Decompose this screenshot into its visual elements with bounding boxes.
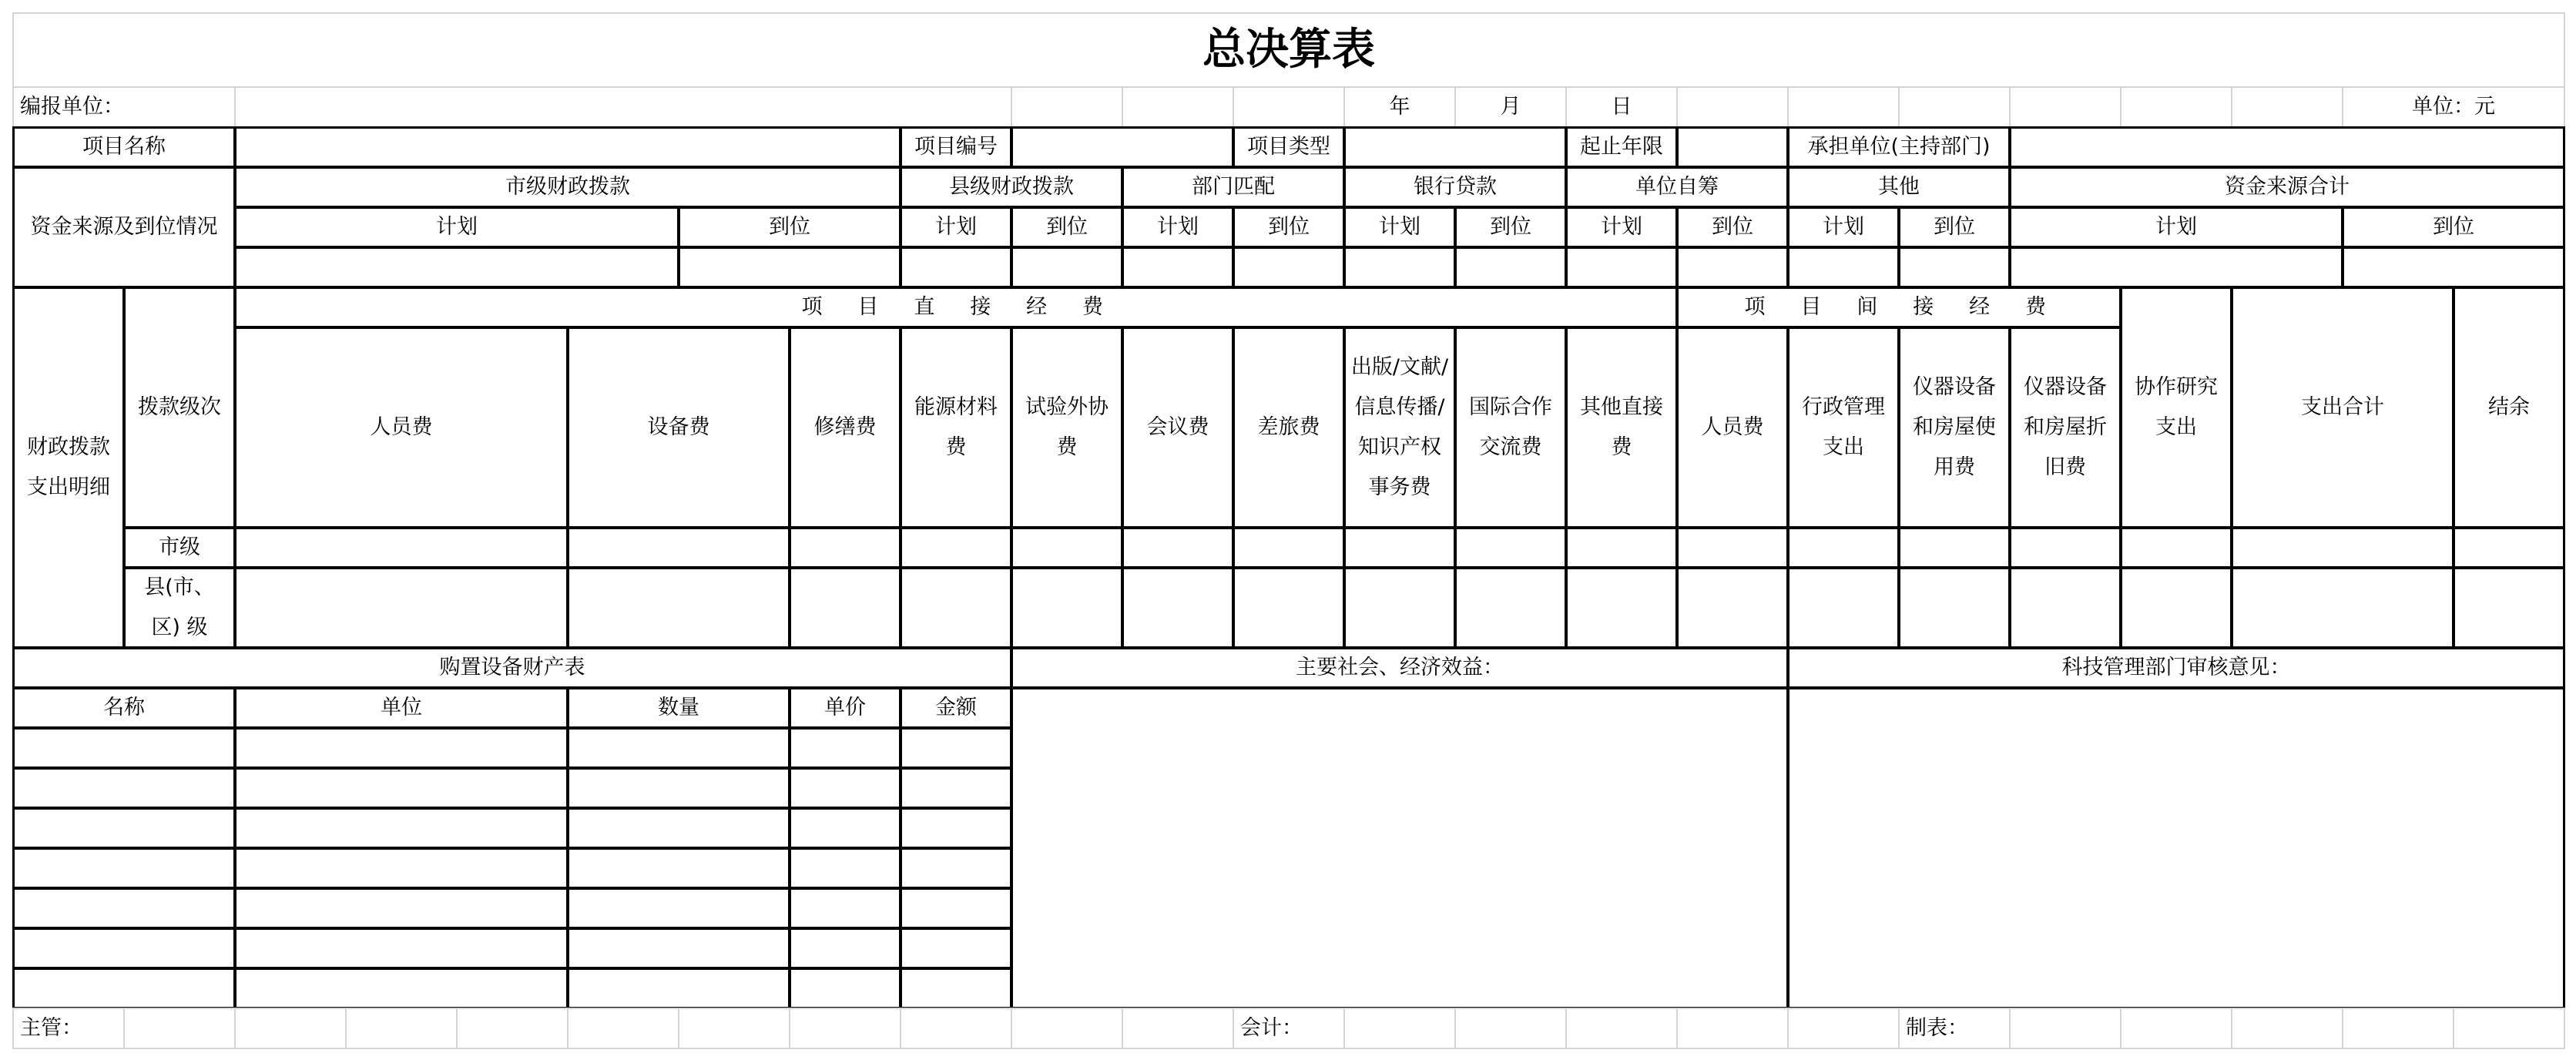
info-blank-cell [1233, 86, 1345, 128]
expense-amount-field[interactable] [1787, 567, 1900, 649]
period-label-text: 起止年限 [1580, 135, 1663, 159]
funding-source-header-text: 银行贷款 [1414, 175, 1497, 199]
review-header-text: 科技管理部门审核意见： [2061, 656, 2291, 679]
expense-amount-field[interactable] [567, 527, 790, 569]
equipment-cell[interactable] [789, 847, 901, 889]
total-expenditure-header-text: 支出合计 [2301, 395, 2384, 419]
equipment-cell[interactable] [900, 807, 1012, 849]
funding-source-header [900, 166, 1123, 208]
equipment-column-header-text: 单价 [824, 696, 866, 720]
equipment-cell[interactable] [234, 847, 569, 889]
expense-amount-field[interactable] [234, 527, 569, 569]
indirect-expense-column-header [1787, 327, 1900, 528]
expense-amount-field[interactable] [900, 527, 1012, 569]
project-name-field[interactable] [234, 126, 901, 168]
direct-expense-column-header-text: 出版/文献/信息传播/知识产权事务费 [1350, 355, 1449, 499]
indirect-expense-column-header-text: 人员费 [1701, 415, 1764, 439]
funding-actual-header-text: 到位 [1490, 215, 1531, 239]
funding-actual-field[interactable] [2342, 247, 2565, 288]
funding-source-header-text: 单位自筹 [1635, 175, 1719, 199]
signature-blank-cell [2453, 1008, 2565, 1049]
direct-expense-column-header-text: 会议费 [1146, 415, 1209, 439]
funding-plan-field[interactable] [1122, 247, 1234, 288]
signature-blank-cell [2009, 1008, 2122, 1049]
signature-blank-cell [2231, 1008, 2343, 1049]
funding-actual-header [1011, 206, 1123, 248]
expense-amount-field[interactable] [1343, 567, 1456, 649]
project-no-field[interactable] [1011, 126, 1234, 168]
equipment-cell[interactable] [234, 968, 569, 1009]
page-title [12, 12, 2565, 88]
funding-plan-header [1343, 206, 1456, 248]
page-title-text: 总决算表 [1202, 25, 1375, 75]
signature-blank-cell [1343, 1008, 1456, 1049]
equipment-cell[interactable] [234, 727, 569, 769]
signature-blank-cell [900, 1008, 1012, 1049]
indirect-expense-column-header-text: 行政管理支出 [1802, 395, 1885, 459]
equipment-cell[interactable] [567, 928, 790, 969]
expense-amount-field[interactable] [1454, 527, 1567, 569]
direct-expense-column-header [1565, 327, 1678, 528]
period-label [1565, 126, 1678, 168]
signature-blank-cell [123, 1008, 236, 1049]
funding-source-header [1122, 166, 1345, 208]
indirect-expense-column-header-text: 仪器设备和房屋使用费 [1913, 375, 1996, 479]
funding-plan-header-text: 计划 [2155, 215, 2197, 239]
equipment-cell[interactable] [234, 887, 569, 929]
equipment-cell[interactable] [900, 968, 1012, 1009]
funding-source-header-text: 县级财政拨款 [949, 175, 1074, 199]
signature-blank-cell [1122, 1008, 1234, 1049]
expense-amount-field[interactable] [900, 567, 1012, 649]
accountant-label-text: 会计： [1240, 1016, 1303, 1040]
reporting-unit-label-text: 编报单位： [20, 95, 124, 119]
funding-plan-field[interactable] [1343, 247, 1456, 288]
funding-actual-header-text: 到位 [2433, 215, 2474, 239]
signature-blank-cell [456, 1008, 569, 1049]
currency-unit-label [2342, 86, 2565, 128]
funding-actual-header [678, 206, 901, 248]
equipment-column-header-text: 金额 [935, 696, 977, 720]
funding-source-header-text: 资金来源合计 [2225, 175, 2350, 199]
info-blank-cell [2231, 86, 2343, 128]
equipment-cell[interactable] [900, 928, 1012, 969]
indirect-expense-header-text: 项 目 间 接 经 费 [1744, 295, 2054, 319]
direct-expense-column-header [789, 327, 901, 528]
equipment-cell[interactable] [567, 968, 790, 1009]
equipment-cell[interactable] [12, 727, 236, 769]
expense-amount-field[interactable] [1122, 567, 1234, 649]
direct-expense-column-header [1011, 327, 1123, 528]
equipment-cell[interactable] [900, 887, 1012, 929]
expense-amount-field[interactable] [234, 567, 569, 649]
funding-plan-field[interactable] [2009, 247, 2343, 288]
equipment-column-header [12, 687, 236, 729]
signature-blank-cell [1565, 1008, 1678, 1049]
review-header [1787, 647, 2565, 689]
equipment-cell[interactable] [900, 767, 1012, 809]
equipment-column-header-text: 数量 [658, 696, 699, 720]
expense-amount-field[interactable] [567, 567, 790, 649]
signature-blank-cell [789, 1008, 901, 1049]
equipment-column-header [900, 687, 1012, 729]
level-city-text: 市级 [159, 535, 200, 559]
funding-actual-header [1233, 206, 1345, 248]
info-blank-cell [1011, 86, 1123, 128]
funding-actual-field[interactable] [1233, 247, 1345, 288]
direct-expense-column-header [900, 327, 1012, 528]
reporting-unit-label [12, 86, 236, 128]
currency-unit-label-text: 单位：元 [2412, 95, 2495, 119]
funding-actual-header [2342, 206, 2565, 248]
equipment-cell[interactable] [12, 767, 236, 809]
funding-plan-field[interactable] [234, 247, 679, 288]
funding-actual-field[interactable] [678, 247, 901, 288]
signature-blank-cell [2342, 1008, 2454, 1049]
funding-plan-field[interactable] [1787, 247, 1900, 288]
indirect-expense-column-header [2009, 327, 2122, 528]
cooperative-research-header-text: 协作研究支出 [2135, 375, 2218, 439]
expense-amount-field[interactable] [1565, 567, 1678, 649]
funding-actual-header [1454, 206, 1567, 248]
signature-blank-cell [1676, 1008, 1789, 1049]
benefits-header-text: 主要社会、经济效益： [1296, 656, 1504, 679]
expense-amount-field[interactable] [1898, 527, 2011, 569]
signature-blank-cell [234, 1008, 347, 1049]
expense-amount-field[interactable] [1898, 567, 2011, 649]
equipment-column-header [234, 687, 569, 729]
project-type-label-text: 项目类型 [1247, 135, 1330, 159]
supervisor-label [12, 1008, 125, 1049]
supervisor-label-text: 主管： [20, 1016, 82, 1040]
expense-amount-field[interactable] [1011, 527, 1123, 569]
expense-amount-field[interactable] [789, 527, 901, 569]
funding-actual-field[interactable] [1011, 247, 1123, 288]
signature-blank-cell [1787, 1008, 1900, 1049]
equipment-column-header [789, 687, 901, 729]
direct-expense-column-header-text: 国际合作交流费 [1469, 395, 1552, 459]
expense-amount-field[interactable] [1676, 527, 1789, 569]
expense-amount-field[interactable] [789, 567, 901, 649]
year-label [1343, 86, 1456, 128]
funding-plan-field[interactable] [1565, 247, 1678, 288]
direct-expense-column-header [1454, 327, 1567, 528]
level-header [123, 287, 236, 528]
equipment-cell[interactable] [900, 727, 1012, 769]
total-expenditure-header [2231, 287, 2454, 528]
equipment-cell[interactable] [234, 807, 569, 849]
equipment-cell[interactable] [12, 968, 236, 1009]
funding-plan-header-text: 计划 [935, 215, 977, 239]
direct-expense-column-header [234, 327, 569, 528]
direct-expense-column-header-text: 差旅费 [1257, 415, 1320, 439]
equipment-cell[interactable] [234, 928, 569, 969]
indirect-expense-column-header [1898, 327, 2011, 528]
benefits-textarea[interactable] [1011, 687, 1789, 1009]
direct-expense-column-header-text: 人员费 [370, 415, 433, 439]
funding-actual-header-text: 到位 [1268, 215, 1310, 239]
info-blank-cell [1787, 86, 1900, 128]
expense-amount-field[interactable] [2453, 567, 2565, 649]
expense-amount-field[interactable] [2453, 527, 2565, 569]
expense-amount-field[interactable] [1343, 527, 1456, 569]
funding-plan-header-text: 计划 [1823, 215, 1864, 239]
direct-expense-header-text: 项 目 直 接 经 费 [801, 295, 1111, 319]
equipment-cell[interactable] [567, 727, 790, 769]
funding-plan-header [900, 206, 1012, 248]
equipment-column-header-text: 单位 [381, 696, 422, 720]
project-type-label [1233, 126, 1345, 168]
month-label [1454, 86, 1567, 128]
expense-amount-field[interactable] [2231, 527, 2454, 569]
level-county-text: 县(市、区) 级 [144, 575, 215, 639]
funding-source-header [2009, 166, 2565, 208]
signature-blank-cell [2120, 1008, 2232, 1049]
equipment-column-header-text: 名称 [103, 696, 145, 720]
funding-plan-header-text: 计划 [436, 215, 478, 239]
funding-source-header-text: 部门匹配 [1192, 175, 1275, 199]
info-blank-cell [1676, 86, 1789, 128]
indirect-expense-header [1676, 287, 2122, 328]
funding-plan-header [1565, 206, 1678, 248]
expense-amount-field[interactable] [1454, 567, 1567, 649]
level-header-text: 拨款级次 [138, 395, 221, 419]
equipment-cell[interactable] [789, 807, 901, 849]
direct-expense-column-header-text: 其他直接费 [1580, 395, 1663, 459]
expense-amount-field[interactable] [1011, 567, 1123, 649]
equipment-cell[interactable] [567, 767, 790, 809]
project-no-label-text: 项目编号 [914, 135, 998, 159]
equipment-cell[interactable] [789, 968, 901, 1009]
signature-blank-cell [1011, 1008, 1123, 1049]
expense-amount-field[interactable] [2120, 527, 2232, 569]
signature-blank-cell [567, 1008, 679, 1049]
project-type-field[interactable] [1343, 126, 1567, 168]
review-textarea[interactable] [1787, 687, 2565, 1009]
equipment-cell[interactable] [789, 887, 901, 929]
reporting-unit-field[interactable] [234, 86, 1012, 128]
funding-plan-field[interactable] [900, 247, 1012, 288]
level-county [123, 567, 236, 649]
funding-plan-header [234, 206, 679, 248]
equipment-cell[interactable] [789, 727, 901, 769]
expense-amount-field[interactable] [2009, 567, 2122, 649]
funding-actual-header-text: 到位 [769, 215, 810, 239]
indirect-expense-column-header-text: 仪器设备和房屋折旧费 [2024, 375, 2107, 479]
signature-blank-cell [345, 1008, 458, 1049]
equipment-cell[interactable] [12, 928, 236, 969]
equipment-cell[interactable] [567, 847, 790, 889]
info-blank-cell [1122, 86, 1234, 128]
accountant-label [1233, 1008, 1345, 1049]
funding-actual-header-text: 到位 [1046, 215, 1088, 239]
equipment-column-header [567, 687, 790, 729]
funding-actual-header [1676, 206, 1789, 248]
direct-expense-column-header [567, 327, 790, 528]
equipment-cell[interactable] [567, 807, 790, 849]
funding-source-header-text: 市级财政拨款 [505, 175, 630, 199]
balance-header-text: 结余 [2488, 395, 2530, 419]
funding-actual-field[interactable] [1454, 247, 1567, 288]
funding-plan-header [2009, 206, 2343, 248]
expense-amount-field[interactable] [2231, 567, 2454, 649]
signature-blank-cell [678, 1008, 790, 1049]
funding-source-header-text: 其他 [1878, 175, 1920, 199]
funding-source-header [234, 166, 901, 208]
equipment-cell[interactable] [12, 887, 236, 929]
expense-amount-field[interactable] [1565, 527, 1678, 569]
expense-amount-field[interactable] [1233, 527, 1345, 569]
cooperative-research-header [2120, 287, 2232, 528]
equipment-cell[interactable] [567, 887, 790, 929]
expense-amount-field[interactable] [2120, 567, 2232, 649]
funding-source-header [1343, 166, 1567, 208]
funding-plan-header [1122, 206, 1234, 248]
direct-expense-column-header [1343, 327, 1456, 528]
project-name-label [12, 126, 236, 168]
equipment-cell[interactable] [12, 847, 236, 889]
direct-expense-header [234, 287, 1678, 328]
direct-expense-column-header-text: 修缮费 [813, 415, 877, 439]
preparer-label [1898, 1008, 2011, 1049]
funding-actual-field[interactable] [1676, 247, 1789, 288]
funding-section-label-text: 资金来源及到位情况 [30, 215, 218, 239]
undertaker-field[interactable] [2009, 126, 2565, 168]
funding-source-header [1565, 166, 1789, 208]
equipment-table-header [12, 647, 1012, 689]
signature-blank-cell [1454, 1008, 1567, 1049]
expense-amount-field[interactable] [1787, 527, 1900, 569]
day-label [1565, 86, 1678, 128]
expense-amount-field[interactable] [1122, 527, 1234, 569]
indirect-expense-column-header [1676, 327, 1789, 528]
funding-actual-header [1898, 206, 2011, 248]
month-label-text: 月 [1500, 95, 1521, 119]
equipment-cell[interactable] [789, 767, 901, 809]
direct-expense-column-header [1233, 327, 1345, 528]
funding-section-label [12, 166, 236, 288]
expense-amount-field[interactable] [1233, 567, 1345, 649]
funding-actual-header-text: 到位 [1934, 215, 1975, 239]
expenditure-section-label [12, 287, 125, 649]
project-no-label [900, 126, 1012, 168]
expense-amount-field[interactable] [1676, 567, 1789, 649]
info-blank-cell [1898, 86, 2011, 128]
level-city [123, 527, 236, 569]
balance-header [2453, 287, 2565, 528]
equipment-cell[interactable] [234, 767, 569, 809]
funding-plan-header-text: 计划 [1601, 215, 1642, 239]
project-name-label-text: 项目名称 [82, 135, 166, 159]
year-label-text: 年 [1389, 95, 1410, 119]
direct-expense-column-header-text: 能源材料费 [914, 395, 998, 459]
equipment-cell[interactable] [789, 928, 901, 969]
direct-expense-column-header-text: 设备费 [647, 415, 710, 439]
expense-amount-field[interactable] [2009, 527, 2122, 569]
info-blank-cell [2009, 86, 2122, 128]
expenditure-section-label-text: 财政拨款支出明细 [27, 435, 110, 499]
day-label-text: 日 [1611, 95, 1632, 119]
funding-actual-field[interactable] [1898, 247, 2011, 288]
funding-plan-header [1787, 206, 1900, 248]
undertaker-label [1787, 126, 2011, 168]
info-blank-cell [2120, 86, 2232, 128]
funding-plan-header-text: 计划 [1157, 215, 1199, 239]
equipment-cell[interactable] [12, 807, 236, 849]
funding-source-header [1787, 166, 2011, 208]
benefits-header [1011, 647, 1789, 689]
direct-expense-column-header-text: 试验外协费 [1025, 395, 1109, 459]
period-field[interactable] [1676, 126, 1789, 168]
undertaker-label-text: 承担单位(主持部门) [1807, 135, 1991, 159]
preparer-label-text: 制表： [1906, 1016, 1968, 1040]
funding-actual-header-text: 到位 [1712, 215, 1753, 239]
equipment-cell[interactable] [900, 847, 1012, 889]
funding-plan-header-text: 计划 [1379, 215, 1420, 239]
equipment-table-header-text: 购置设备财产表 [439, 656, 585, 679]
direct-expense-column-header [1122, 327, 1234, 528]
